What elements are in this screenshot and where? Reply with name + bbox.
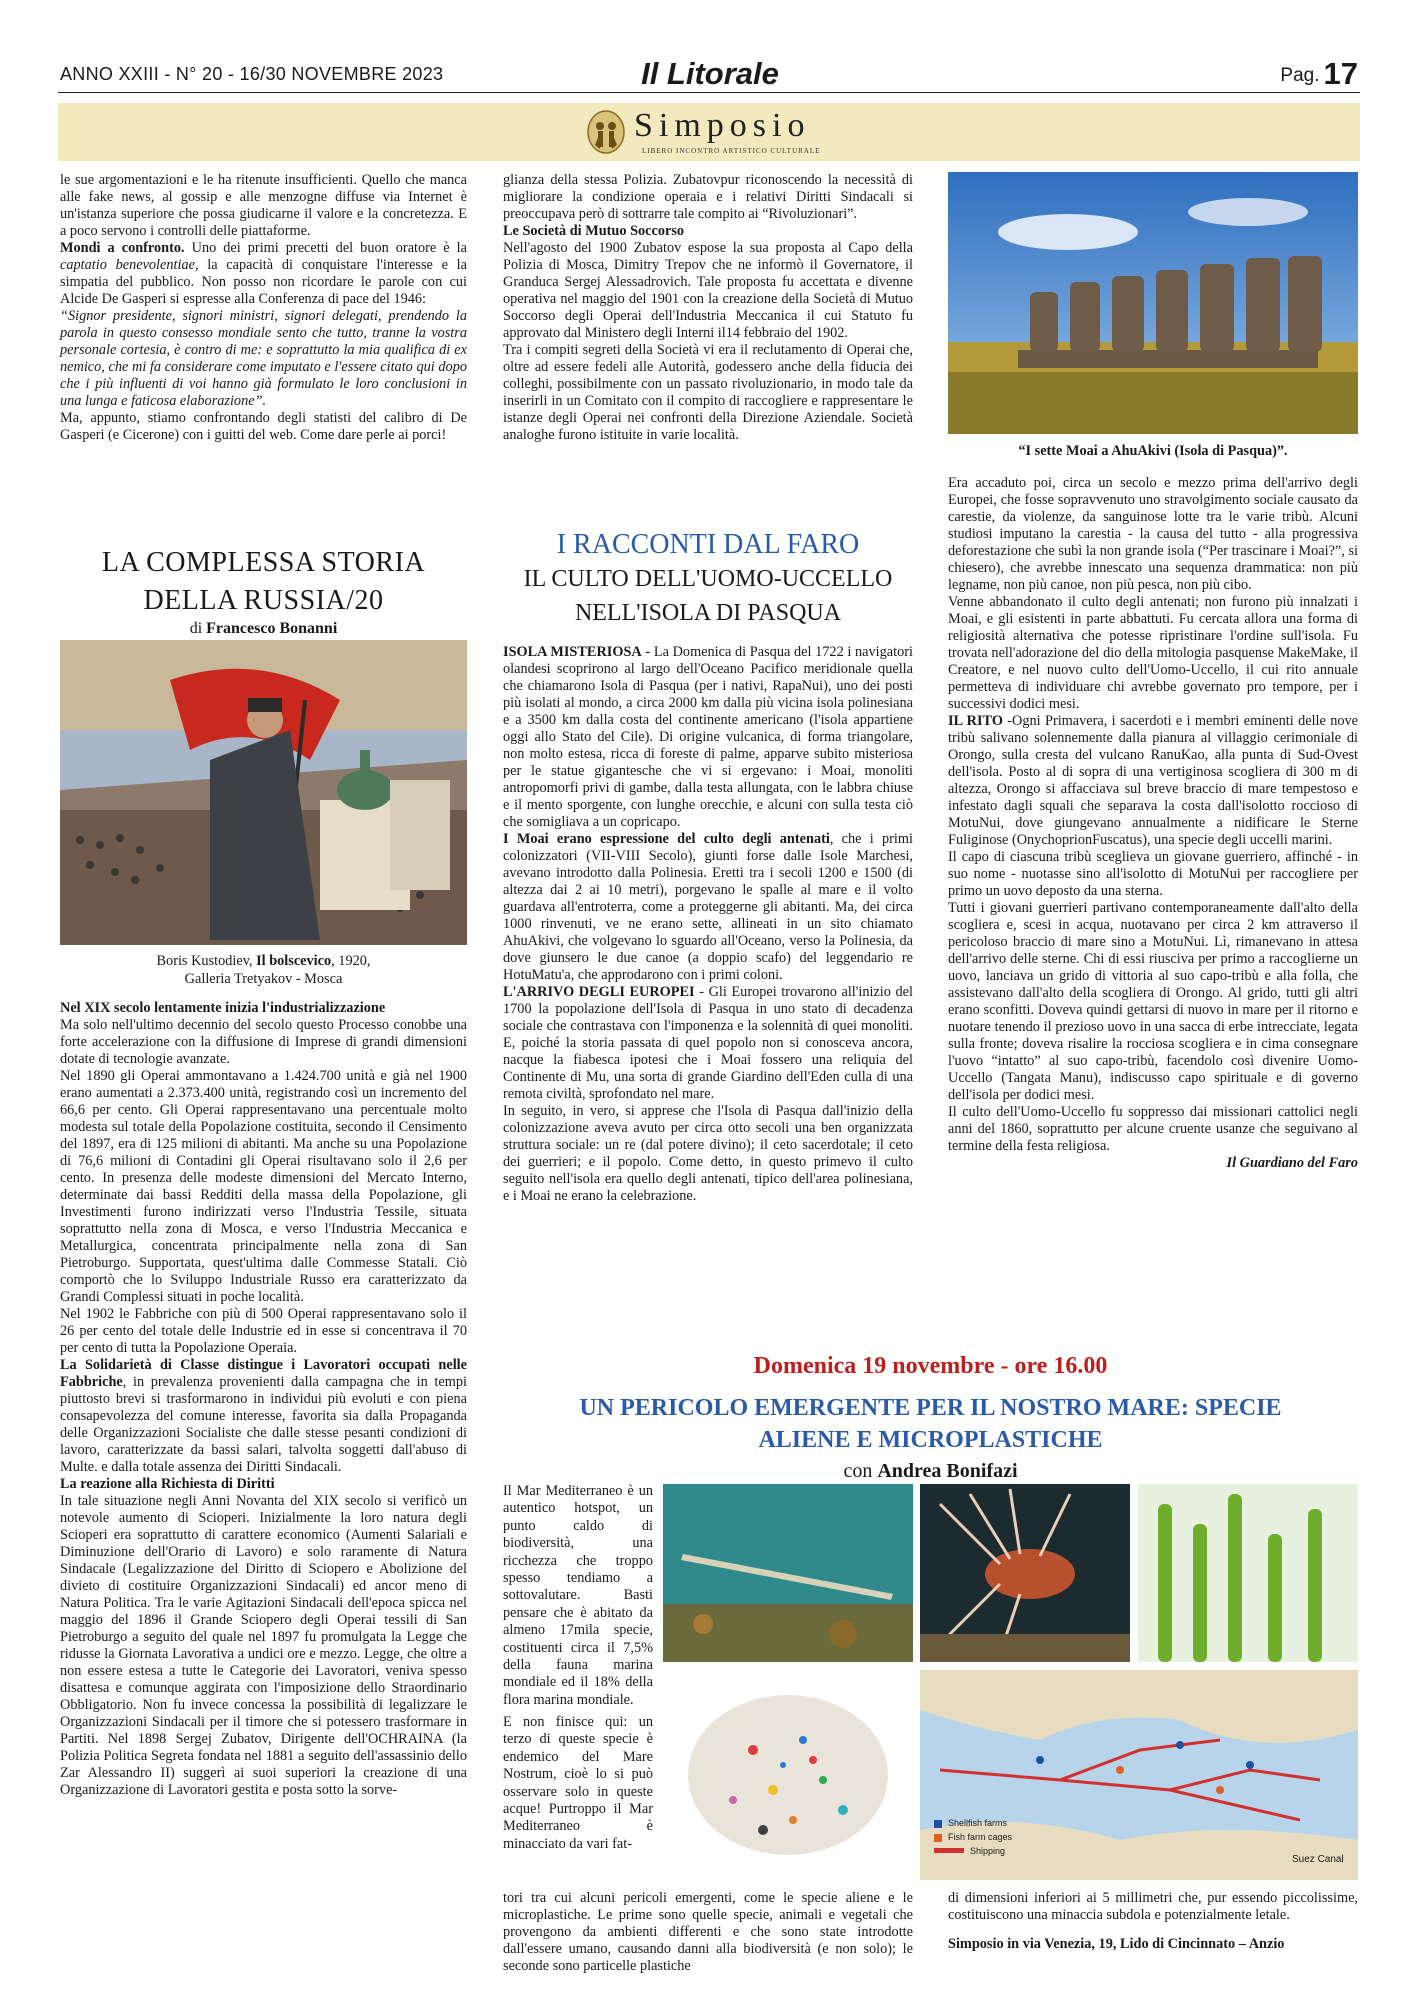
subhead: IL RITO	[948, 713, 1003, 729]
simposio-emblem-icon	[586, 109, 626, 155]
subhead: Mondi a confronto.	[60, 240, 185, 256]
event-text-narrow-2	[503, 1714, 653, 1853]
shipping-legend-icon	[934, 1848, 964, 1853]
seaweed-photo	[1138, 1484, 1358, 1662]
faro-title: I RACCONTI DAL FARO	[556, 529, 860, 560]
moai-caption: “I sette Moai a AhuAkivi (Isola di Pasqua)”.	[1018, 443, 1288, 459]
faro-article-col2	[503, 644, 913, 1205]
paragraph: Ma solo nell'ultimo decennio del secolo questo Processo conobbe una forte accelerazione con la diffusione di Imprese di grandi dimensioni dotate di tecnologie avanzate.	[60, 1017, 467, 1067]
column2-top	[503, 172, 913, 444]
faro-article-col3	[948, 475, 1358, 1172]
shellfish-legend-icon	[934, 1820, 942, 1828]
microplastics-photo	[663, 1670, 913, 1880]
subhead: I Moai erano espressione del culto degli antenati	[503, 831, 830, 847]
event-date: Domenica 19 novembre - ore 16.00	[753, 1353, 1108, 1379]
russia-heading	[60, 544, 467, 638]
lionfish-photo	[920, 1484, 1130, 1662]
map-legend-shellfish: Shellfish farms	[948, 1818, 1008, 1828]
paragraph: In tale situazione negli Anni Novanta del XIX secolo si verificò un notevole aumento di Scioperi. Inizialmente la loro natura degli Scioperi era soprattutto di carattere economico (Aumenti Salariali e Diminuzione dell'Orario di Lavoro) e solo raramente di Natura Sindacale (Legalizzazione del Diritto di Sciopero e Abolizione del divieto di costituire Organizzazioni Sindacali) ed ancor meno di Natura Politica. Tra le varie Agitazioni Sindacali dell'epoca spicca nel maggio del 1896 il Grande Sciopero degli Operai tessili di San Pietroburgo a seguito del quale nel 1897 fu promulgata la Legge che ridusse la Giornata Lavorativa a undici ore e mezzo. Legge, che oltre a non essere estesa a tutte le Categorie dei Lavoratori, veniva spesso disattesa e comunque aggirata con l'imposizione dello Straordinario Obbligatorio. Non fu invece concessa la possibilità di legalizzare le Organizzazioni Sindacali per il timore che si potessero trasformare in Partiti. Nel 1898 Sergej Zubatov, Dirigente dell'OCHRAINA (la Polizia Politica Segreta fondata nel 1881 a seguito dell'assassinio dello Zar Alessandro II) suggerì ai suoi superiori la creazione di una Organizzazione di Lavoratori gestita e posta sotto la sorve-	[60, 1493, 467, 1798]
pipefish-photo	[663, 1484, 913, 1662]
event-speaker: con Andrea Bonifazi	[843, 1460, 1018, 1482]
quote: “Signor presidente, signori ministri, signori delegati, prendendo la parola in questo consesso mondiale sento che tutto, tranne la vostra personale cortesia, è contro di me: e soprattutto la mia qualifica di ex nemico, che mi fa considerare come imputato e l'essere citato qui dopo che i più influenti di voi hanno già formulato le loro conclusioni in una lunga e faticosa elaborazione”.	[60, 308, 467, 409]
paragraph: Il culto dell'Uomo-Uccello fu soppresso dai missionari cattolici negli anni del 1860, soprattutto per alcune cruente usanze che seguivano al termine della festa religiosa.	[948, 1104, 1358, 1154]
paragraph: di dimensioni inferiori ai 5 millimetri che, pur essendo piccolissime, costituiscono una minaccia subdola e potenzialmente letale.	[948, 1890, 1358, 1923]
paragraph: IL RITO -Ogni Primavera, i sacerdoti e i membri eminenti delle nove tribù salivano solennemente dalla pianura al villaggio cerimoniale di Orongo, sulla cresta del vulcano RanuKao, alla punta di Sud-Ovest dell'isola. Posto al di sopra di una vertiginosa scogliera di 300 m di altezza, Orongo si affacciava sul breve braccio di mare tempestoso e infestato dagli squali che separava la costa dall'isolotto roccioso di MotuNui, dove giungevano annualmente a nidificare le Sterne Fuliginose (OnychoprionFuscatus), una specie degli uccelli marini.	[948, 713, 1359, 848]
russia-title-line2: DELLA RUSSIA/20	[143, 585, 384, 616]
subhead: L'ARRIVO DEGLI EUROPEI	[503, 984, 695, 1000]
column1-top	[60, 172, 467, 444]
paragraph: Mondi a confronto. Uno dei primi precetti del buon oratore è la captatio benevolentiae, la capacità di conquistare l'interesse e la simpatia del pubblico. Non posso non ricordare le parole con cui Alcide De Gasperi si espresse alla Conferenza di pace del 1946:	[60, 240, 467, 307]
russia-title-line1: LA COMPLESSA STORIA	[101, 547, 426, 578]
faro-subtitle-2: NELL'ISOLA DI PASQUA	[574, 600, 842, 626]
faro-subtitle-1: IL CULTO DELL'UOMO-UCCELLO	[523, 566, 893, 592]
subhead: ISOLA MISTERIOSA	[503, 644, 642, 660]
venue: Simposio in via Venezia, 19, Lido di Cincinnato – Anzio	[948, 1936, 1285, 1952]
paragraph: Venne abbandonato il culto degli antenati; non furono più innalzati i Moai, e gli esistenti in parte abbattuti. Fu cercata allora una forma di religiosità alternativa che potesse ripristinare l'ordine sull'isola. Fu trovata nell'adorazione del dio della mitologia pasquense MakeMake, il Creatore, e nel nuovo culto dell'Uomo-Uccello, il cui rito annuale permetteva di individuare chi avrebbe governato pro tempore, per i successivi dodici mesi.	[948, 594, 1358, 712]
bolshevik-caption: Boris Kustodiev, Il bolscevico, 1920, Galleria Tretyakov - Mosca	[156, 953, 371, 987]
paragraph: le sue argomentazioni e le ha ritenute insufficienti. Quello che manca alle fake news, al gossip e alle menzogne diffuse via Internet è un'istanza superiore che possa giudicarne il valore e la concretezza. E a poco servono i controlli delle piattaforme.	[60, 172, 467, 239]
subhead: La Solidarietà di Classe distingue i Lavoratori occupati nelle Fabbriche	[60, 1357, 467, 1390]
simposio-logo	[586, 103, 846, 161]
paragraph: Nel 1902 le Fabbriche con più di 500 Operai rappresentavano solo il 26 per cento del totale delle Industrie ed in esse si concentrava il 70 per cento di tutta la Popolazione Operaia.	[60, 1306, 467, 1356]
paragraph: L'ARRIVO DEGLI EUROPEI - Gli Europei trovarono all'inizio del 1700 la popolazione dell'Isola di Pasqua in uno stato di decadenza sociale che contrastava con l'imponenza e la solennità di quei monoliti. E, poiché la storia passata di quel popolo non si conosceva ancora, nacque la fiabesca ipotesi che i Moai fossero una reliquia del Continente di Mu, una sorta di grande Giardino dell'Eden culla di una remota civiltà, sprofondato nel mare.	[503, 984, 913, 1102]
paragraph: I Moai erano espressione del culto degli antenati, che i primi colonizzatori (VII-VIII Secolo), giunti forse dalle Isole Marchesi, avevano introdotto dalla Polinesia. Eretti tra i secoli 1200 e 1500 (di altezza dai 2 ai 10 metri), porgevano le spalle al mare e il volto guardava all'entroterra, come a proteggerne gli abitanti. Ma, dei circa 1000 rinvenuti, ve ne erano sette, allineati in un sito chiamato AhuAkivi, che volgevano lo sguardo all'Oceano, verso la Polinesia, da dove giunsero le due canoe (a doppio scafo) del leggendario re HotuMatu'a, che approdarono con i primi coloni.	[503, 831, 913, 983]
paragraph: La Solidarietà di Classe distingue i Lavoratori occupati nelle Fabbriche, in prevalenza provenienti dalla campagna che in tempi piuttosto brevi si trasformarono in individui più evoluti e con piena consapevolezza del comune interesse, favorita sia dalla Propaganda delle Organizzazioni Socialiste che dalle stesse pesanti condizioni di lavoro, caratterizzate da bassi salari, talvolta soggetti dall'abuso di Multe. e dalla totale assenza dei Diritti Sindacali.	[60, 1357, 467, 1475]
mediterranean-map	[920, 1670, 1358, 1880]
paragraph: Tra i compiti segreti della Società vi era il reclutamento di Operai che, oltre ad essere fedeli alle Autorità, godessero anche della fiducia dei colleghi, possibilmente con un passato rivoluzionario, in modo tale da inserirli in un Comitato con il compito di raccogliere e rappresentare le istanze degli Operai nei confronti della Direzione Aziendale. Società analoghe furono istituite in varie località.	[503, 342, 913, 443]
event-title-line1: UN PERICOLO EMERGENTE PER IL NOSTRO MARE: SPECIE	[579, 1395, 1282, 1421]
event-text-right	[948, 1890, 1358, 1953]
paragraph: Nell'agosto del 1900 Zubatov espose la sua proposta al Capo della Polizia di Mosca, Dimitry Trepov che ne informò il Governatore, il Granduca Sergej Alessadrovich. Tale proposta fu accettata e divenne operativa nel maggio del 1901 con la creazione della Società di Mutuo Soccorso degli Operai dell'Industria Meccanica il cui Statuto fu approvato dal Ministero degli Interni il14 febbraio del 1902.	[503, 240, 913, 341]
faro-signature: Il Guardiano del Faro	[1226, 1155, 1358, 1171]
issue-info: ANNO XXIII - N° 20 - 16/30 NOVEMBRE 2023	[60, 64, 444, 84]
simposio-tagline: LIBERO INCONTRO ARTISTICO CULTURALE	[642, 147, 821, 155]
paragraph: Nel 1890 gli Operai ammontavano a 1.424.700 unità e già nel 1900 erano aumentati a 2.373.400 unità, registrando così un incremento del 66,6 per cento. Gli Operai rappresentavano una percentuale molto modesta sul totale della Popolazione costituita, secondo il Censimento del 1897, era di 125 milioni di abitanti. Ma anche su una Popolazione di 76,6 milioni di Contadini gli Operai risultavano solo il 2,6 per cento. In presenza delle modeste dimensioni del Mercato Interno, determinate dai bassi Redditi della massa della Popolazione, gli Investimenti furono indirizzati verso l'Industria Tessile, situata soprattutto nella zona di Mosca, e verso l'Industria Meccanica e Metallurgica, concentrata principalmente nella zona di San Pietroburgo. Supportata, quest'ultima dalle Commesse Statali. Ciò comportò che lo Sviluppo Industriale Russo era caratterizzato da Grandi Complessi situati in poche località.	[60, 1068, 467, 1305]
event-text-narrow	[503, 1483, 653, 1709]
paragraph: Era accaduto poi, circa un secolo e mezzo prima dell'arrivo degli Europei, che fosse sopravvenuto uno stravolgimento sociale causato da carestie, da violenze, da sanguinose lotte tra le varie tribù. Alcuni studiosi imputano la carestia - la causa del tutto - alla progressiva deforestazione che subì la non grande isola (“Per trascinare i Moai?”, si chiesero), che avrebbe innescato una sequenza drammatica: non più legname, non più canoe, non più pesca, non più cibo.	[948, 475, 1358, 593]
paragraph: Il Mar Mediterraneo è un autentico hotspot, un punto caldo di biodiversità, una ricchezza che troppo spesso tendiamo a sottovalutare. Basti pensare che è abitato da almeno 17mila specie, costituenti circa il 7,5% della fauna marina mondiale ed il 18% della flora marina mondiale.	[503, 1483, 653, 1708]
header-rule	[58, 92, 1360, 93]
faro-heading	[503, 528, 913, 630]
russia-byline: di Francesco Bonanni	[189, 620, 338, 637]
simposio-wordmark: Simposio	[634, 107, 811, 144]
subhead: Nel XIX secolo lentamente inizia l'industrializzazione	[60, 1000, 386, 1016]
map-label-suez: Suez Canal	[1292, 1854, 1344, 1865]
event-heading	[503, 1353, 1358, 1483]
moai-photo	[948, 172, 1358, 434]
masthead-title: Il Litorale	[641, 56, 779, 91]
paragraph: Tutti i giovani guerrieri partivano contemporaneamente dall'alto della scogliera e, scesi in acqua, nuotavano per circa 2 km attraverso il pericoloso braccio di mare sino a MotuNui. Lì, rimanevano in attesa dell'arrivo delle sterne. Chi di essi riusciva per primo a raccoglierne un uovo, lanciava un grido di vittoria al suo capo-tribù e alla folla, che assistevano dall'alto della scogliera di Orongo. Al grido, tutti gli altri erano sconfitti. Doveva quindi gettarsi di nuovo in mare per il ritorno e nuotare tenendo il prezioso uovo in una sacca di erbe intrecciate, legata sulla fronte; doveva risalire la rocciosa scogliera e in cima consegnare l'uovo “intatto” al suo capo-tribù, facendolo così divenire Uomo-Uccello (Tangata Manu), indiscusso capo spirituale e di governo dell'isola per dodici mesi.	[948, 900, 1358, 1103]
bolshevik-painting	[60, 640, 467, 945]
paragraph: In seguito, in vero, si apprese che l'Isola di Pasqua dall'inizio della colonizzazione aveva avuto per circa otto secoli una ben organizzata struttura sociale: un re (dal potere divino); il ceto sacerdotale; il ceto dei guerrieri; e il popolo. Come detto, in questo primevo il culto seguito nell'isola era quello degli antenati, tipico dell'area polinesiana, e i Moai ne erano la celebrazione.	[503, 1103, 913, 1204]
paragraph: Il capo di ciascuna tribù sceglieva un giovane guerriero, affinché - in suo nome - nuotasse sino all'isolotto di MotuNui per raccogliere per primo un uovo deposto da una sterna.	[948, 849, 1358, 899]
fish-cage-legend-icon	[934, 1834, 942, 1842]
event-text-wide	[503, 1890, 913, 1975]
paragraph: tori tra cui alcuni pericoli emergenti, come le specie aliene e le microplastiche. Le prime sono quelle specie, animali e vegetali che provengono da ambienti differenti e che sono state introdotte dall'essere umano, causando danni alla biodiversità (e non solo); le seconde sono particelle plastiche	[503, 1890, 913, 1974]
paragraph: Ma, appunto, stiamo confrontando degli statisti del calibro di De Gasperi (e Cicerone) con i guitti del web. Come dare perle ai porci!	[60, 410, 467, 443]
subhead: La reazione alla Richiesta di Diritti	[60, 1476, 275, 1492]
paragraph: glianza della stessa Polizia. Zubatovpur riconoscendo la necessità di migliorare la condizione operaia e i relativi Diritti Sindacali si preoccupava però di sottrarre tale compito ai “Rivoluzionari”.	[503, 172, 913, 222]
event-title-line2: ALIENE E MICROPLASTICHE	[758, 1427, 1103, 1453]
map-legend-fishcages: Fish farm cages	[948, 1832, 1013, 1842]
map-legend-shipping: Shipping	[970, 1846, 1006, 1856]
subhead: Le Società di Mutuo Soccorso	[503, 223, 685, 239]
page-number: Pag. 17	[1280, 56, 1358, 91]
russia-article	[60, 1000, 467, 1799]
paragraph: ISOLA MISTERIOSA - La Domenica di Pasqua del 1722 i navigatori olandesi scoprirono al largo dell'Oceano Pacifico meridionale quella che chiamarono Isola di Pasqua (per i nativi, RapaNui), uno dei posti più isolati al mondo, a circa 2000 km dalla più vicina isola polinesiana e a 3500 km dalla costa del continente americano (l'isola appartiene oggi allo Stato del Cile). Di origine vulcanica, di forma triangolare, non molto estesa, ricca di foreste di palme, apparve subito misteriosa per le statue gigantesche che vi si ergevano: i Moai, monoliti antropomorfi privi di gambe, dalla testa allungata, con le labbra chiuse e il mento sporgente, con lunghe orecchie, e alcuni con sulla testa ciò che somigliava a un copricapo.	[503, 644, 913, 830]
paragraph: E non finisce qui: un terzo di queste specie è endemico del Mare Nostrum, cioè lo si può osservare solo in queste acque! Purtroppo il Mar Mediterraneo è minacciato da vari fat-	[503, 1714, 653, 1852]
